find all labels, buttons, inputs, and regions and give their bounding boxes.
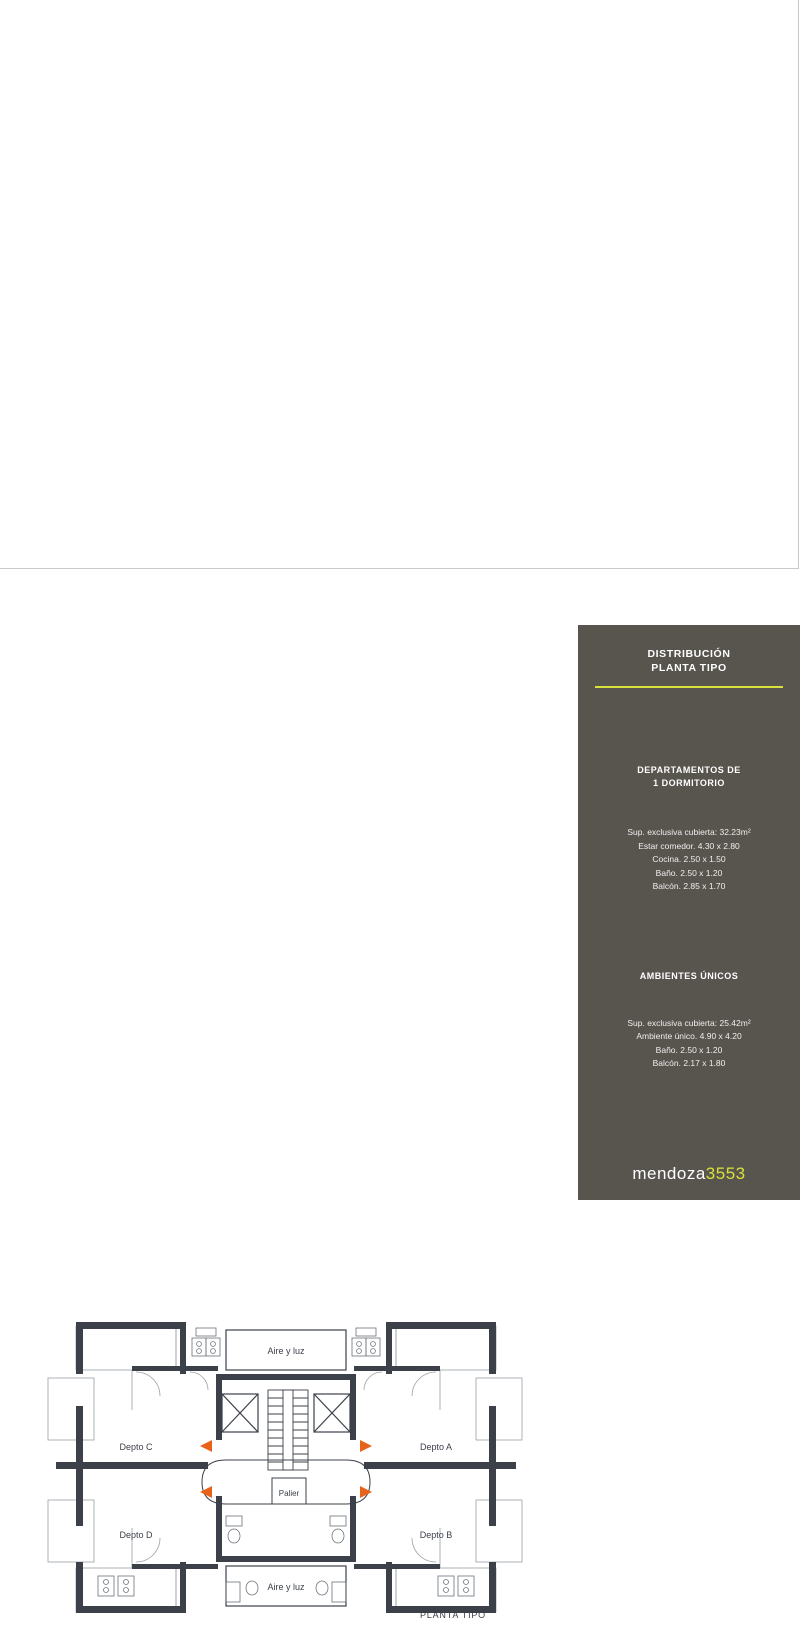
staircase [268,1390,308,1470]
info-panel [578,625,800,1200]
block2-lines [578,1017,800,1071]
block1-line-4: Balcón. 2.85 x 1.70 [652,881,726,891]
block1-head-line1: DEPARTAMENTOS DE [637,765,741,775]
block1-lines [578,826,800,894]
label-depto-c: Depto C [119,1442,153,1452]
top-blank-sheet [0,0,799,569]
plan-caption: PLANTA TIPO [420,1610,486,1620]
block-studio [578,970,800,1071]
block1-line-1: Estar comedor. 4.30 x 2.80 [638,840,740,851]
floor-plan-drawing [40,1310,530,1630]
block1-line-0: Sup. exclusiva cubierta: 32.23m² [627,827,751,837]
block-one-bedroom [578,764,800,894]
label-aire-luz-bottom: Aire y luz [267,1582,305,1592]
panel-title [578,625,800,675]
label-palier: Palier [278,1489,300,1498]
block2-line-2: Baño. 2.50 x 1.20 [655,1044,723,1055]
panel-title-line2: PLANTA TIPO [651,662,727,674]
block2-line-1: Ambiente único. 4.90 x 4.20 [636,1031,742,1041]
brand-logo [578,1164,800,1184]
block2-line-0: Sup. exclusiva cubierta: 25.42m² [627,1017,751,1028]
title-accent-rule [595,686,783,688]
brand-number: 3553 [705,1164,746,1183]
label-depto-a: Depto A [419,1442,453,1452]
label-depto-b: Depto B [419,1530,453,1540]
panel-title-line1: DISTRIBUCIÓN [647,648,731,660]
label-aire-luz-top: Aire y luz [267,1346,305,1356]
block1-line-3: Baño. 2.50 x 1.20 [655,867,723,878]
label-depto-d: Depto D [119,1530,153,1540]
block2-head-line1: AMBIENTES ÚNICOS [639,970,739,981]
block1-head-line2: 1 DORMITORIO [653,778,725,788]
block1-line-2: Cocina. 2.50 x 1.50 [652,854,726,864]
brand-name: mendoza [632,1164,706,1183]
block2-line-3: Balcón. 2.17 x 1.80 [652,1058,726,1068]
